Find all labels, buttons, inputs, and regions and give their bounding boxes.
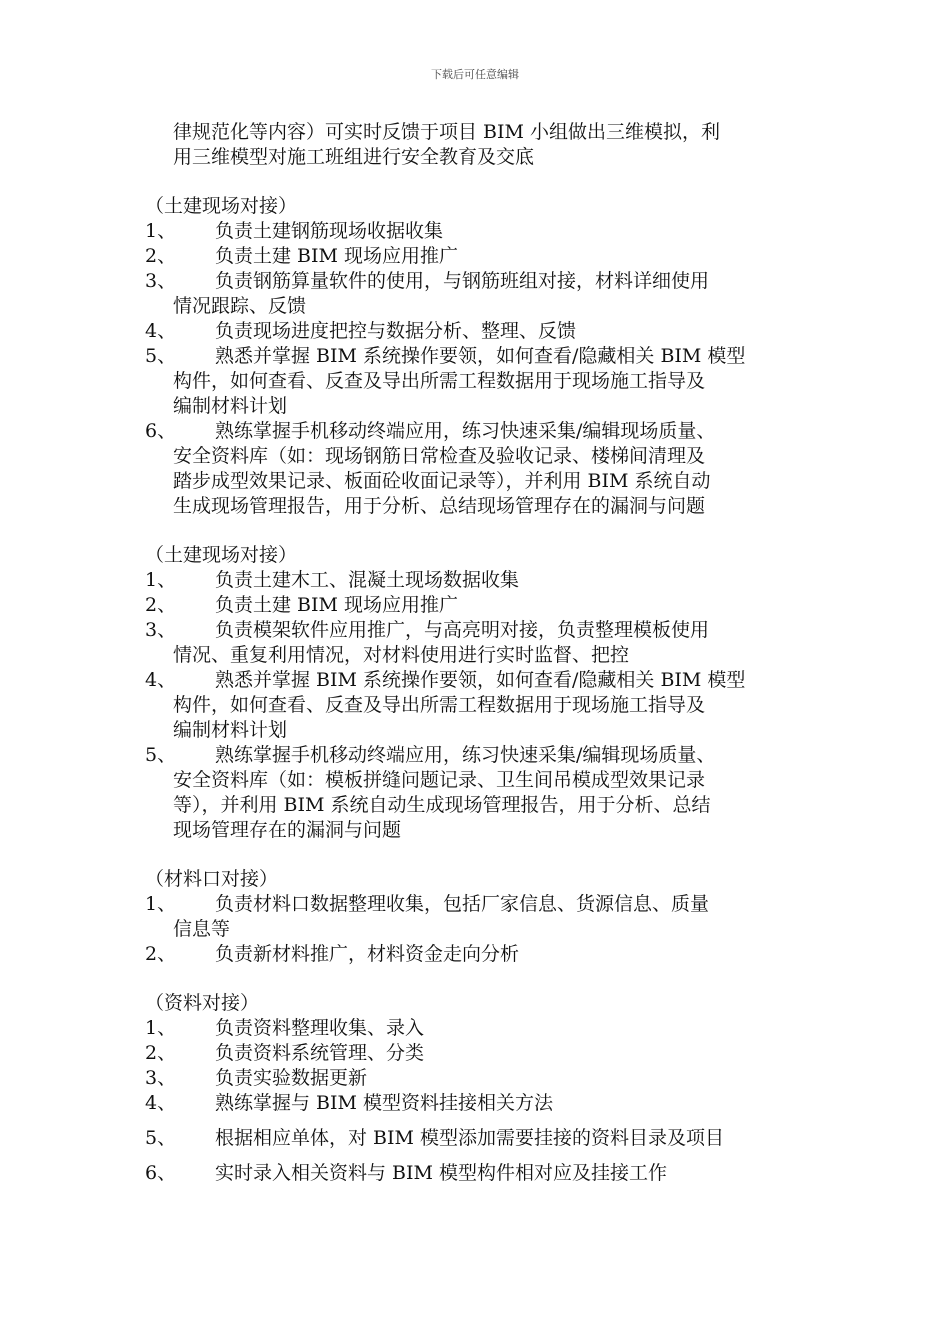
list-number: 3、 <box>145 270 177 292</box>
list-number: 1、 <box>145 569 177 591</box>
list-text-continuation: 现场管理存在的漏洞与问题 <box>173 819 402 841</box>
list-text-continuation: 构件，如何查看、反查及导出所需工程数据用于现场施工指导及 <box>173 370 706 392</box>
text-line: 用三维模型对施工班组进行安全教育及交底 <box>173 146 535 168</box>
list-item <box>145 244 810 269</box>
list-text-continuation: 踏步成型效果记录、板面砼收面记录等），并利用 BIM 系统自动 <box>173 470 711 492</box>
page-header: 下载后可任意编辑 <box>431 68 519 81</box>
intro-paragraph <box>145 120 810 170</box>
list-text: 负责土建 BIM 现场应用推广 <box>215 594 459 616</box>
list-number: 6、 <box>145 1162 177 1184</box>
list-number: 5、 <box>145 744 177 766</box>
list-item <box>145 1091 810 1116</box>
list-text: 负责实验数据更新 <box>215 1067 368 1089</box>
list-text: 熟练掌握与 BIM 模型资料挂接相关方法 <box>215 1092 554 1114</box>
list-text: 熟练掌握手机移动终端应用，练习快速采集/编辑现场质量、 <box>215 744 716 766</box>
list-item <box>145 419 810 519</box>
list-item <box>145 892 810 942</box>
list-item <box>145 618 810 668</box>
list-text: 熟练掌握手机移动终端应用，练习快速采集/编辑现场质量、 <box>215 420 716 442</box>
list-number: 2、 <box>145 943 177 965</box>
list-text: 根据相应单体，对 BIM 模型添加需要挂接的资料目录及项目 <box>215 1127 725 1149</box>
list-text: 负责资料整理收集、录入 <box>215 1017 425 1039</box>
list-item <box>145 1126 810 1151</box>
section <box>145 991 810 1186</box>
list-text: 负责新材料推广，材料资金走向分析 <box>215 943 520 965</box>
list-text-continuation: 情况跟踪、反馈 <box>173 295 307 317</box>
document-body <box>145 120 810 1186</box>
list-number: 2、 <box>145 594 177 616</box>
section-heading: （材料口对接） <box>145 868 279 890</box>
list-text: 负责材料口数据整理收集，包括厂家信息、货源信息、质量 <box>215 893 710 915</box>
list-text-continuation: 安全资料库（如：模板拼缝问题记录、卫生间吊模成型效果记录 <box>173 769 706 791</box>
section-heading: （土建现场对接） <box>145 195 298 217</box>
list-text: 负责土建木工、混凝土现场数据收集 <box>215 569 520 591</box>
list-text: 负责资料系统管理、分类 <box>215 1042 425 1064</box>
list-number: 1、 <box>145 893 177 915</box>
list-number: 5、 <box>145 345 177 367</box>
list-text: 负责模架软件应用推广，与高亮明对接，负责整理模板使用 <box>215 619 710 641</box>
section-heading: （资料对接） <box>145 992 260 1014</box>
list-text: 负责现场进度把控与数据分析、整理、反馈 <box>215 320 577 342</box>
list-text-continuation: 等），并利用 BIM 系统自动生成现场管理报告，用于分析、总结 <box>173 794 711 816</box>
list-item <box>145 593 810 618</box>
list-item <box>145 568 810 593</box>
list-item <box>145 942 810 967</box>
list-item <box>145 1161 810 1186</box>
list-item <box>145 743 810 843</box>
list-number: 5、 <box>145 1127 177 1149</box>
list-text-continuation: 情况、重复利用情况，对材料使用进行实时监督、把控 <box>173 644 630 666</box>
list-number: 6、 <box>145 420 177 442</box>
list-text-continuation: 编制材料计划 <box>173 395 288 417</box>
list-number: 4、 <box>145 669 177 691</box>
list-item <box>145 1041 810 1066</box>
section-heading: （土建现场对接） <box>145 544 298 566</box>
list-number: 4、 <box>145 320 177 342</box>
list-text: 熟悉并掌握 BIM 系统操作要领，如何查看/隐藏相关 BIM 模型 <box>215 345 746 367</box>
list-text-continuation: 安全资料库（如：现场钢筋日常检查及验收记录、楼梯间清理及 <box>173 445 706 467</box>
list-text-continuation: 编制材料计划 <box>173 719 288 741</box>
list-number: 2、 <box>145 1042 177 1064</box>
list-number: 1、 <box>145 1017 177 1039</box>
list-item <box>145 219 810 244</box>
list-text: 负责钢筋算量软件的使用，与钢筋班组对接，材料详细使用 <box>215 270 710 292</box>
sections-container <box>145 194 810 1186</box>
list-item <box>145 269 810 319</box>
section <box>145 543 810 843</box>
section <box>145 194 810 519</box>
list-item <box>145 319 810 344</box>
section <box>145 867 810 967</box>
text-line: 律规范化等内容）可实时反馈于项目 BIM 小组做出三维模拟，利 <box>173 121 721 143</box>
list-text: 负责土建 BIM 现场应用推广 <box>215 245 459 267</box>
list-number: 1、 <box>145 220 177 242</box>
list-text-continuation: 信息等 <box>173 918 231 940</box>
list-number: 4、 <box>145 1092 177 1114</box>
list-text-continuation: 生成现场管理报告，用于分析、总结现场管理存在的漏洞与问题 <box>173 495 706 517</box>
list-number: 2、 <box>145 245 177 267</box>
list-number: 3、 <box>145 619 177 641</box>
list-text: 负责土建钢筋现场收据收集 <box>215 220 444 242</box>
list-text: 熟悉并掌握 BIM 系统操作要领，如何查看/隐藏相关 BIM 模型 <box>215 669 746 691</box>
list-text-continuation: 构件，如何查看、反查及导出所需工程数据用于现场施工指导及 <box>173 694 706 716</box>
list-item <box>145 344 810 419</box>
list-item <box>145 668 810 743</box>
list-item <box>145 1016 810 1041</box>
list-item <box>145 1066 810 1091</box>
list-number: 3、 <box>145 1067 177 1089</box>
list-text: 实时录入相关资料与 BIM 模型构件相对应及挂接工作 <box>215 1162 668 1184</box>
